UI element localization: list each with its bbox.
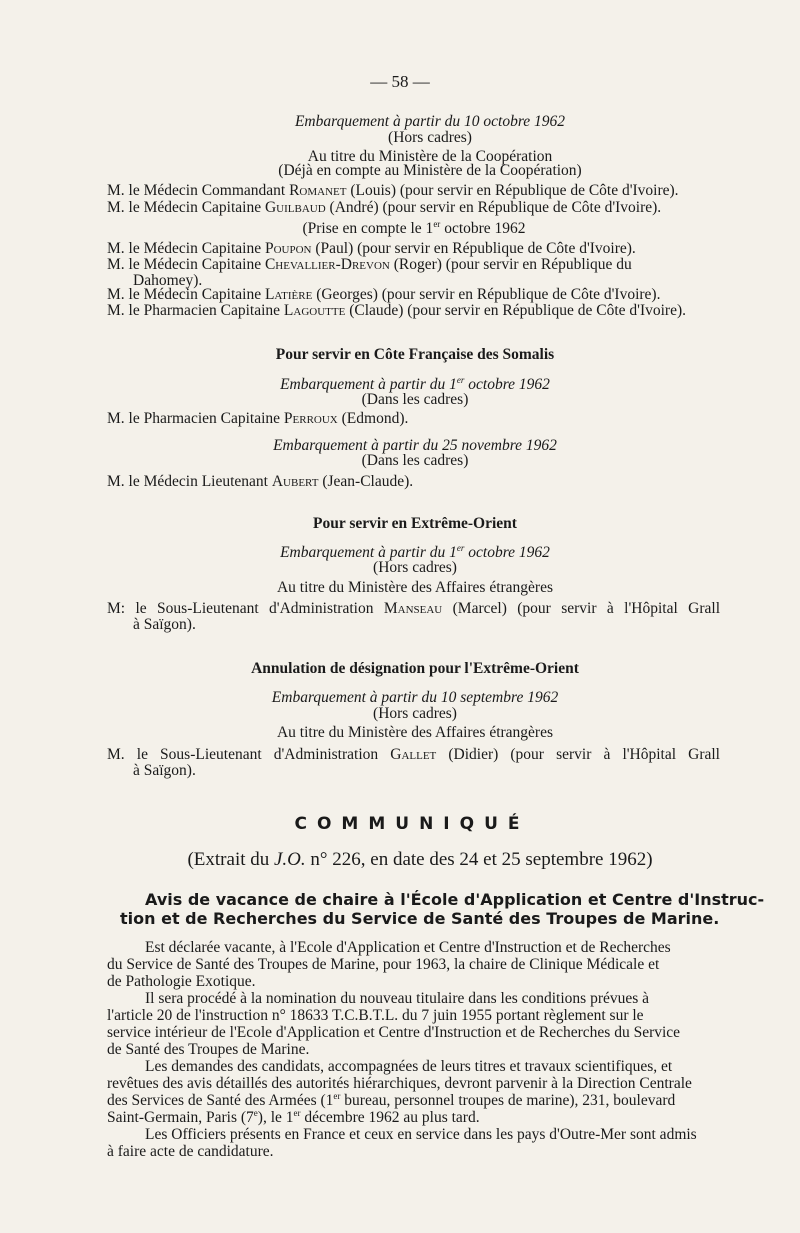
officer-name: Latière: [264, 286, 313, 303]
paragraph-1-line: du Service de Santé des Troupes de Marine, pour 1963, la chaire de Clinique Médicale et: [107, 956, 660, 973]
paragraph-2-line: Il sera procédé à la nomination du nouveau titulaire dans les conditions prévues à: [145, 990, 650, 1007]
paragraph-2-line: l'article 20 de l'instruction n° 18633 T.C.B.T.L. du 7 juin 1955 portant règlement sur le: [107, 1007, 644, 1024]
officer-name: Manseau: [383, 600, 443, 617]
avis-heading-line1: Avis de vacance de chaire à l'École d'Application et Centre d'Instruc-: [145, 890, 765, 909]
entry-perroux: M. le Pharmacien Capitaine Perroux (Edmond).: [107, 410, 409, 427]
embarquement-heading: Embarquement à partir du 10 octobre 1962: [294, 113, 566, 130]
entry-poupon: M. le Médecin Capitaine Poupon (Paul) (pour servir en République de Côte d'Ivoire).: [107, 240, 636, 257]
paragraph-4-line: à faire acte de candidature.: [107, 1143, 274, 1160]
paragraph-3-line: Les demandes des candidats, accompagnées de leurs titres et travaux scientifiques, et: [145, 1058, 673, 1075]
paragraph-2-line: service intérieur de l'Ecole d'Application et Centre d'Instruction et de Recherches du Service: [107, 1024, 681, 1041]
paragraph-3-line: Saint-Germain, Paris (7e), le 1er décembre 1962 au plus tard.: [107, 1107, 480, 1126]
entry-gallet-cont: à Saïgon).: [133, 762, 196, 779]
section-heading-extreme-orient: Pour servir en Extrême-Orient: [313, 515, 517, 532]
officer-name: Lagoutte: [283, 302, 346, 319]
paragraph-1-line: Est déclarée vacante, à l'Ecole d'Application et Centre d'Instruction et de Recherches: [145, 939, 671, 956]
section-heading-annulation: Annulation de désignation pour l'Extrême-Orient: [251, 660, 579, 677]
paragraph-2-line: de Santé des Troupes de Marine.: [107, 1041, 310, 1058]
section-heading-somalis: Pour servir en Côte Française des Somalis: [275, 346, 555, 363]
entry-chevallier: M. le Médecin Capitaine Chevallier-Drevon (Roger) (pour servir en République du: [107, 256, 632, 273]
entry-latiere: M. le Médecin Capitaine Latière (Georges) (pour servir en République de Côte d'Ivoire).: [107, 286, 661, 303]
paragraph-4-line: Les Officiers présents en France et ceux en service dans les pays d'Outre-Mer sont admis: [145, 1126, 697, 1143]
ministere-title: Au titre du Ministère des Affaires étrangères: [276, 724, 554, 741]
extrait-jo: (Extrait du J.O. n° 226, en date des 24 et 25 septembre 1962): [187, 849, 653, 870]
ministere-title: Au titre du Ministère de la Coopération: [307, 148, 553, 165]
paragraph-1-line: de Pathologie Exotique.: [107, 973, 256, 990]
ministere-title: Au titre du Ministère des Affaires étrangères: [276, 579, 554, 596]
communique-title: COMMUNIQUÉ: [294, 814, 530, 834]
officer-name: Romanet: [289, 182, 347, 199]
officer-name: Perroux: [283, 410, 338, 427]
officer-name: Gallet: [390, 746, 437, 763]
dans-cadres-label: (Dans les cadres): [361, 452, 469, 469]
entry-aubert: M. le Médecin Lieutenant Aubert (Jean-Claude).: [107, 473, 414, 490]
officer-name: Poupon: [264, 240, 312, 257]
embarquement-heading: Embarquement à partir du 1er octobre 1962: [280, 374, 550, 393]
paragraph-3-line: revêtues des avis détaillés des autorités hiérarchiques, devront parvenir à la Direction Centrale: [107, 1075, 692, 1092]
hors-cadres-label: (Hors cadres): [373, 705, 457, 722]
entry-manseau-cont: à Saïgon).: [133, 616, 196, 633]
officer-name: Guilbaud: [264, 199, 326, 216]
page-number: — 58 —: [370, 72, 430, 91]
officer-name: Chevallier-Drevon: [264, 256, 390, 273]
paragraph-3-line: des Services de Santé des Armées (1er bureau, personnel troupes de marine), 231, boulevard: [107, 1090, 676, 1109]
avis-heading-line2: tion et de Recherches du Service de Santé des Troupes de Marine.: [120, 909, 720, 928]
entry-romanet: M. le Médecin Commandant Romanet (Louis) (pour servir en République de Côte d'Ivoire).: [107, 182, 679, 199]
embarquement-heading: Embarquement à partir du 25 novembre 1962: [273, 437, 557, 454]
deja-compte-note: (Déjà en compte au Ministère de la Coopération): [278, 162, 582, 179]
entry-guilbaud: M. le Médecin Capitaine Guilbaud (André) (pour servir en République de Côte d'Ivoire).: [107, 199, 662, 216]
prise-en-compte-note: (Prise en compte le 1er octobre 1962: [302, 218, 526, 237]
embarquement-heading: Embarquement à partir du 1er octobre 1962: [280, 542, 550, 561]
embarquement-heading: Embarquement à partir du 10 septembre 1962: [271, 689, 559, 706]
entry-chevallier-cont: Dahomey).: [133, 272, 203, 289]
entry-gallet: M. le Sous-Lieutenant d'Administration Gallet (Didier) (pour servir à l'Hôpital Grall: [107, 746, 720, 763]
officer-name: Aubert: [271, 473, 319, 490]
hors-cadres-label: (Hors cadres): [388, 129, 472, 146]
entry-manseau: M: le Sous-Lieutenant d'Administration Manseau (Marcel) (pour servir à l'Hôpital Grall: [107, 600, 720, 617]
entry-lagoutte: M. le Pharmacien Capitaine Lagoutte (Claude) (pour servir en République de Côte d'Ivoire).: [107, 302, 686, 319]
dans-cadres-label: (Dans les cadres): [361, 391, 469, 408]
hors-cadres-label: (Hors cadres): [373, 559, 457, 576]
